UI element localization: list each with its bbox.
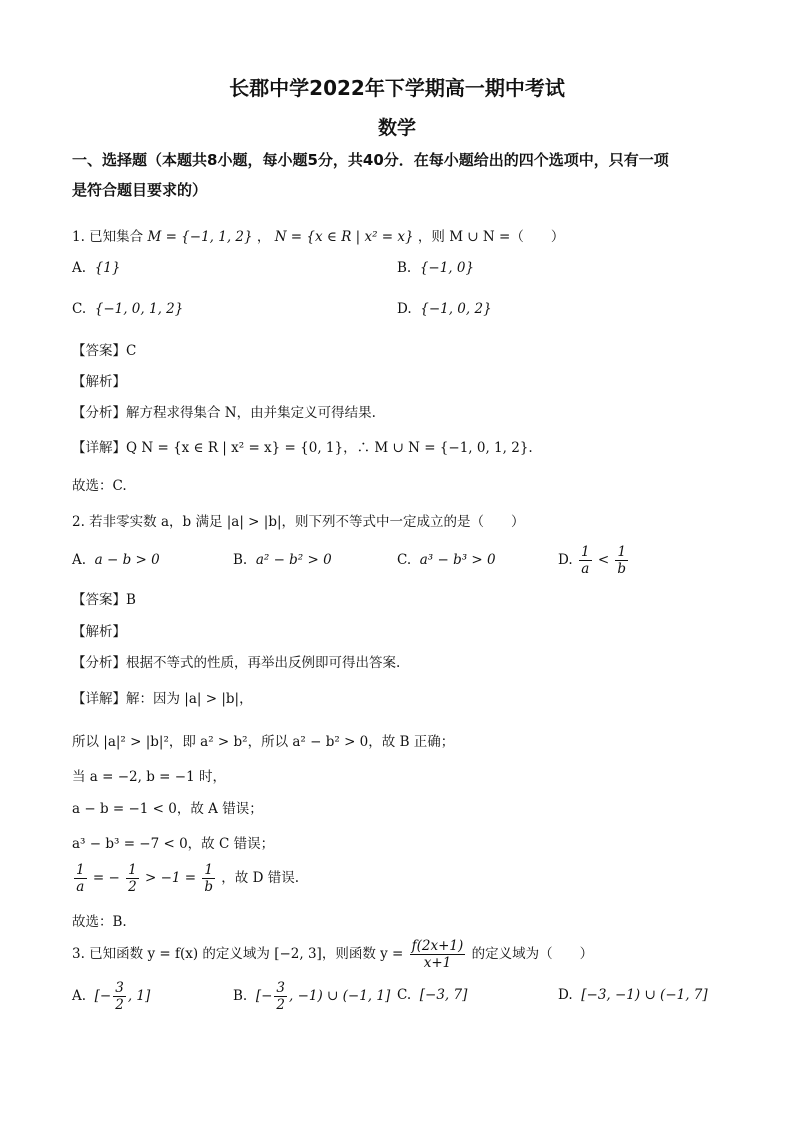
- q3-option-c-text: [−3, 7]: [419, 987, 468, 1003]
- frac-numerator: 1: [204, 862, 213, 878]
- frac-denominator: b: [204, 879, 214, 895]
- q1-stem-b: ，则 M ∪ N =（ ）: [417, 229, 565, 245]
- q3-option-c-label: C.: [397, 987, 412, 1003]
- q1-option-d-text: {−1, 0, 2}: [420, 301, 492, 317]
- q2-line5: [72, 862, 299, 895]
- q3-option-b-pre: [−: [255, 988, 273, 1004]
- q2-line5-frac2: [126, 862, 139, 895]
- q3-option-b-post: , −1) ∪ (−1, 1]: [289, 988, 391, 1004]
- section-heading-line2: 是符合题目要求的）: [72, 181, 208, 199]
- q3-option-d: [558, 987, 708, 1003]
- q2-line3: a − b = −1 < 0，故 A 错误；: [72, 801, 263, 817]
- q1-option-b: [397, 260, 474, 276]
- q3-option-b-frac: [274, 980, 287, 1013]
- q3-stem-frac: [410, 938, 466, 971]
- q2-option-d-lt: <: [597, 552, 610, 568]
- frac-numerator: 1: [76, 862, 85, 878]
- frac-numerator: 3: [276, 980, 285, 996]
- q2-option-d-label: D.: [558, 552, 573, 568]
- frac-numerator: 1: [128, 862, 137, 878]
- q1-fenxi: 【分析】解方程求得集合 N，由并集定义可得结果.: [72, 405, 376, 421]
- q1-option-d-label: D.: [397, 301, 412, 317]
- q1-option-c: [72, 301, 183, 317]
- frac-numerator: 3: [115, 980, 124, 996]
- q2-option-a-text: a − b > 0: [94, 552, 160, 568]
- frac-numerator: 1: [617, 544, 627, 560]
- q2-answer: 【答案】B: [72, 592, 136, 608]
- q3-stem-a: 3. 已知函数 y = f(x) 的定义域为 [−2, 3]，则函数 y =: [72, 946, 404, 962]
- q1-option-c-text: {−1, 0, 1, 2}: [94, 301, 184, 317]
- q1-option-b-text: {−1, 0}: [419, 260, 475, 276]
- q2-option-a-label: A.: [72, 552, 87, 568]
- q3-stem: [72, 938, 593, 971]
- q1-comma: ，: [256, 229, 271, 245]
- q3-option-a-pre: [−: [94, 988, 112, 1004]
- section-heading: [72, 145, 732, 205]
- q1-option-b-label: B.: [397, 260, 412, 276]
- q1-analysis: 【解析】: [72, 374, 126, 390]
- q2-option-c-label: C.: [397, 552, 412, 568]
- q3-option-d-label: D.: [558, 987, 573, 1003]
- q1-option-a: [72, 260, 120, 276]
- q2-line5-mid2: > −1 =: [145, 870, 197, 886]
- q2-fenxi: 【分析】根据不等式的性质，再举出反例即可得出答案.: [72, 655, 401, 671]
- frac-denominator: x+1: [423, 955, 452, 971]
- q2-analysis: 【解析】: [72, 624, 126, 640]
- subject-title: 数学: [377, 117, 416, 139]
- q2-option-b-text: a² − b² > 0: [255, 552, 332, 568]
- frac-denominator: 2: [115, 997, 124, 1013]
- q2-option-b-label: B.: [233, 552, 248, 568]
- q3-stem-b: 的定义域为（ ）: [471, 946, 594, 962]
- q2-option-d: [558, 544, 630, 577]
- q2-option-c-text: a³ − b³ > 0: [419, 552, 496, 568]
- q1-set-m: M = {−1, 1, 2}: [147, 229, 253, 245]
- q2-line4: a³ − b³ = −7 < 0，故 C 错误；: [72, 836, 275, 852]
- q3-option-a-frac: [113, 980, 126, 1013]
- q3-option-c: [397, 987, 467, 1003]
- q1-option-d: [397, 301, 492, 317]
- frac-denominator: b: [617, 561, 627, 577]
- q3-option-b: [233, 980, 390, 1013]
- q2-line5-mid: = −: [92, 870, 120, 886]
- q2-option-c: [397, 552, 496, 568]
- q1-option-a-label: A.: [72, 260, 87, 276]
- q2-option-d-frac1: [579, 544, 592, 577]
- q2-xiangjie: 【详解】解：因为 |a| > |b|，: [72, 691, 253, 707]
- frac-numerator: f(2x+1): [411, 938, 464, 954]
- q3-option-b-label: B.: [233, 988, 248, 1004]
- q2-stem: 2. 若非零实数 a，b 满足 |a| > |b|，则下列不等式中一定成立的是（ ）: [72, 514, 525, 530]
- q2-line5-frac3: [202, 862, 215, 895]
- q1-option-c-label: C.: [72, 301, 87, 317]
- q1-option-a-text: {1}: [94, 260, 121, 276]
- q2-line1: 所以 |a|² > |b|²，即 a² > b²，所以 a² − b² > 0，故 B 正确；: [72, 734, 455, 750]
- q3-option-a-post: , 1]: [127, 988, 151, 1004]
- section-heading-line1: 一、选择题（本题共8小题，每小题5分，共40分．在每小题给出的四个选项中，只有一项: [72, 151, 669, 169]
- q1-xiangjie: 【详解】Q N = {x ∈ R | x² = x} = {0, 1}，∴ M ∪ N = {−1, 0, 1, 2}.: [72, 440, 533, 456]
- exam-title: 长郡中学2022年下学期高一期中考试: [229, 76, 565, 100]
- q2-option-d-frac2: [615, 544, 628, 577]
- q3-option-d-text: [−3, −1) ∪ (−1, 7]: [581, 987, 708, 1003]
- q3-option-a: [72, 980, 150, 1013]
- q1-stem-a: 1. 已知集合: [72, 229, 144, 245]
- q2-line2: 当 a = −2, b = −1 时，: [72, 769, 226, 785]
- frac-denominator: 2: [128, 879, 137, 895]
- q1-stem: [72, 225, 564, 245]
- q1-answer: 【答案】C: [72, 343, 137, 359]
- q3-option-a-label: A.: [72, 988, 87, 1004]
- frac-numerator: 1: [580, 544, 590, 560]
- frac-denominator: 2: [276, 997, 285, 1013]
- frac-denominator: a: [581, 561, 590, 577]
- q2-line5-frac1: [74, 862, 87, 895]
- q1-choice: 故选：C.: [72, 478, 127, 494]
- q1-set-n: N = {x ∈ R | x² = x}: [274, 229, 414, 245]
- q2-line5-end: ，故 D 错误.: [221, 870, 299, 886]
- frac-denominator: a: [76, 879, 85, 895]
- q2-choice: 故选：B.: [72, 914, 127, 930]
- q2-option-a: [72, 552, 160, 568]
- q2-option-b: [233, 552, 332, 568]
